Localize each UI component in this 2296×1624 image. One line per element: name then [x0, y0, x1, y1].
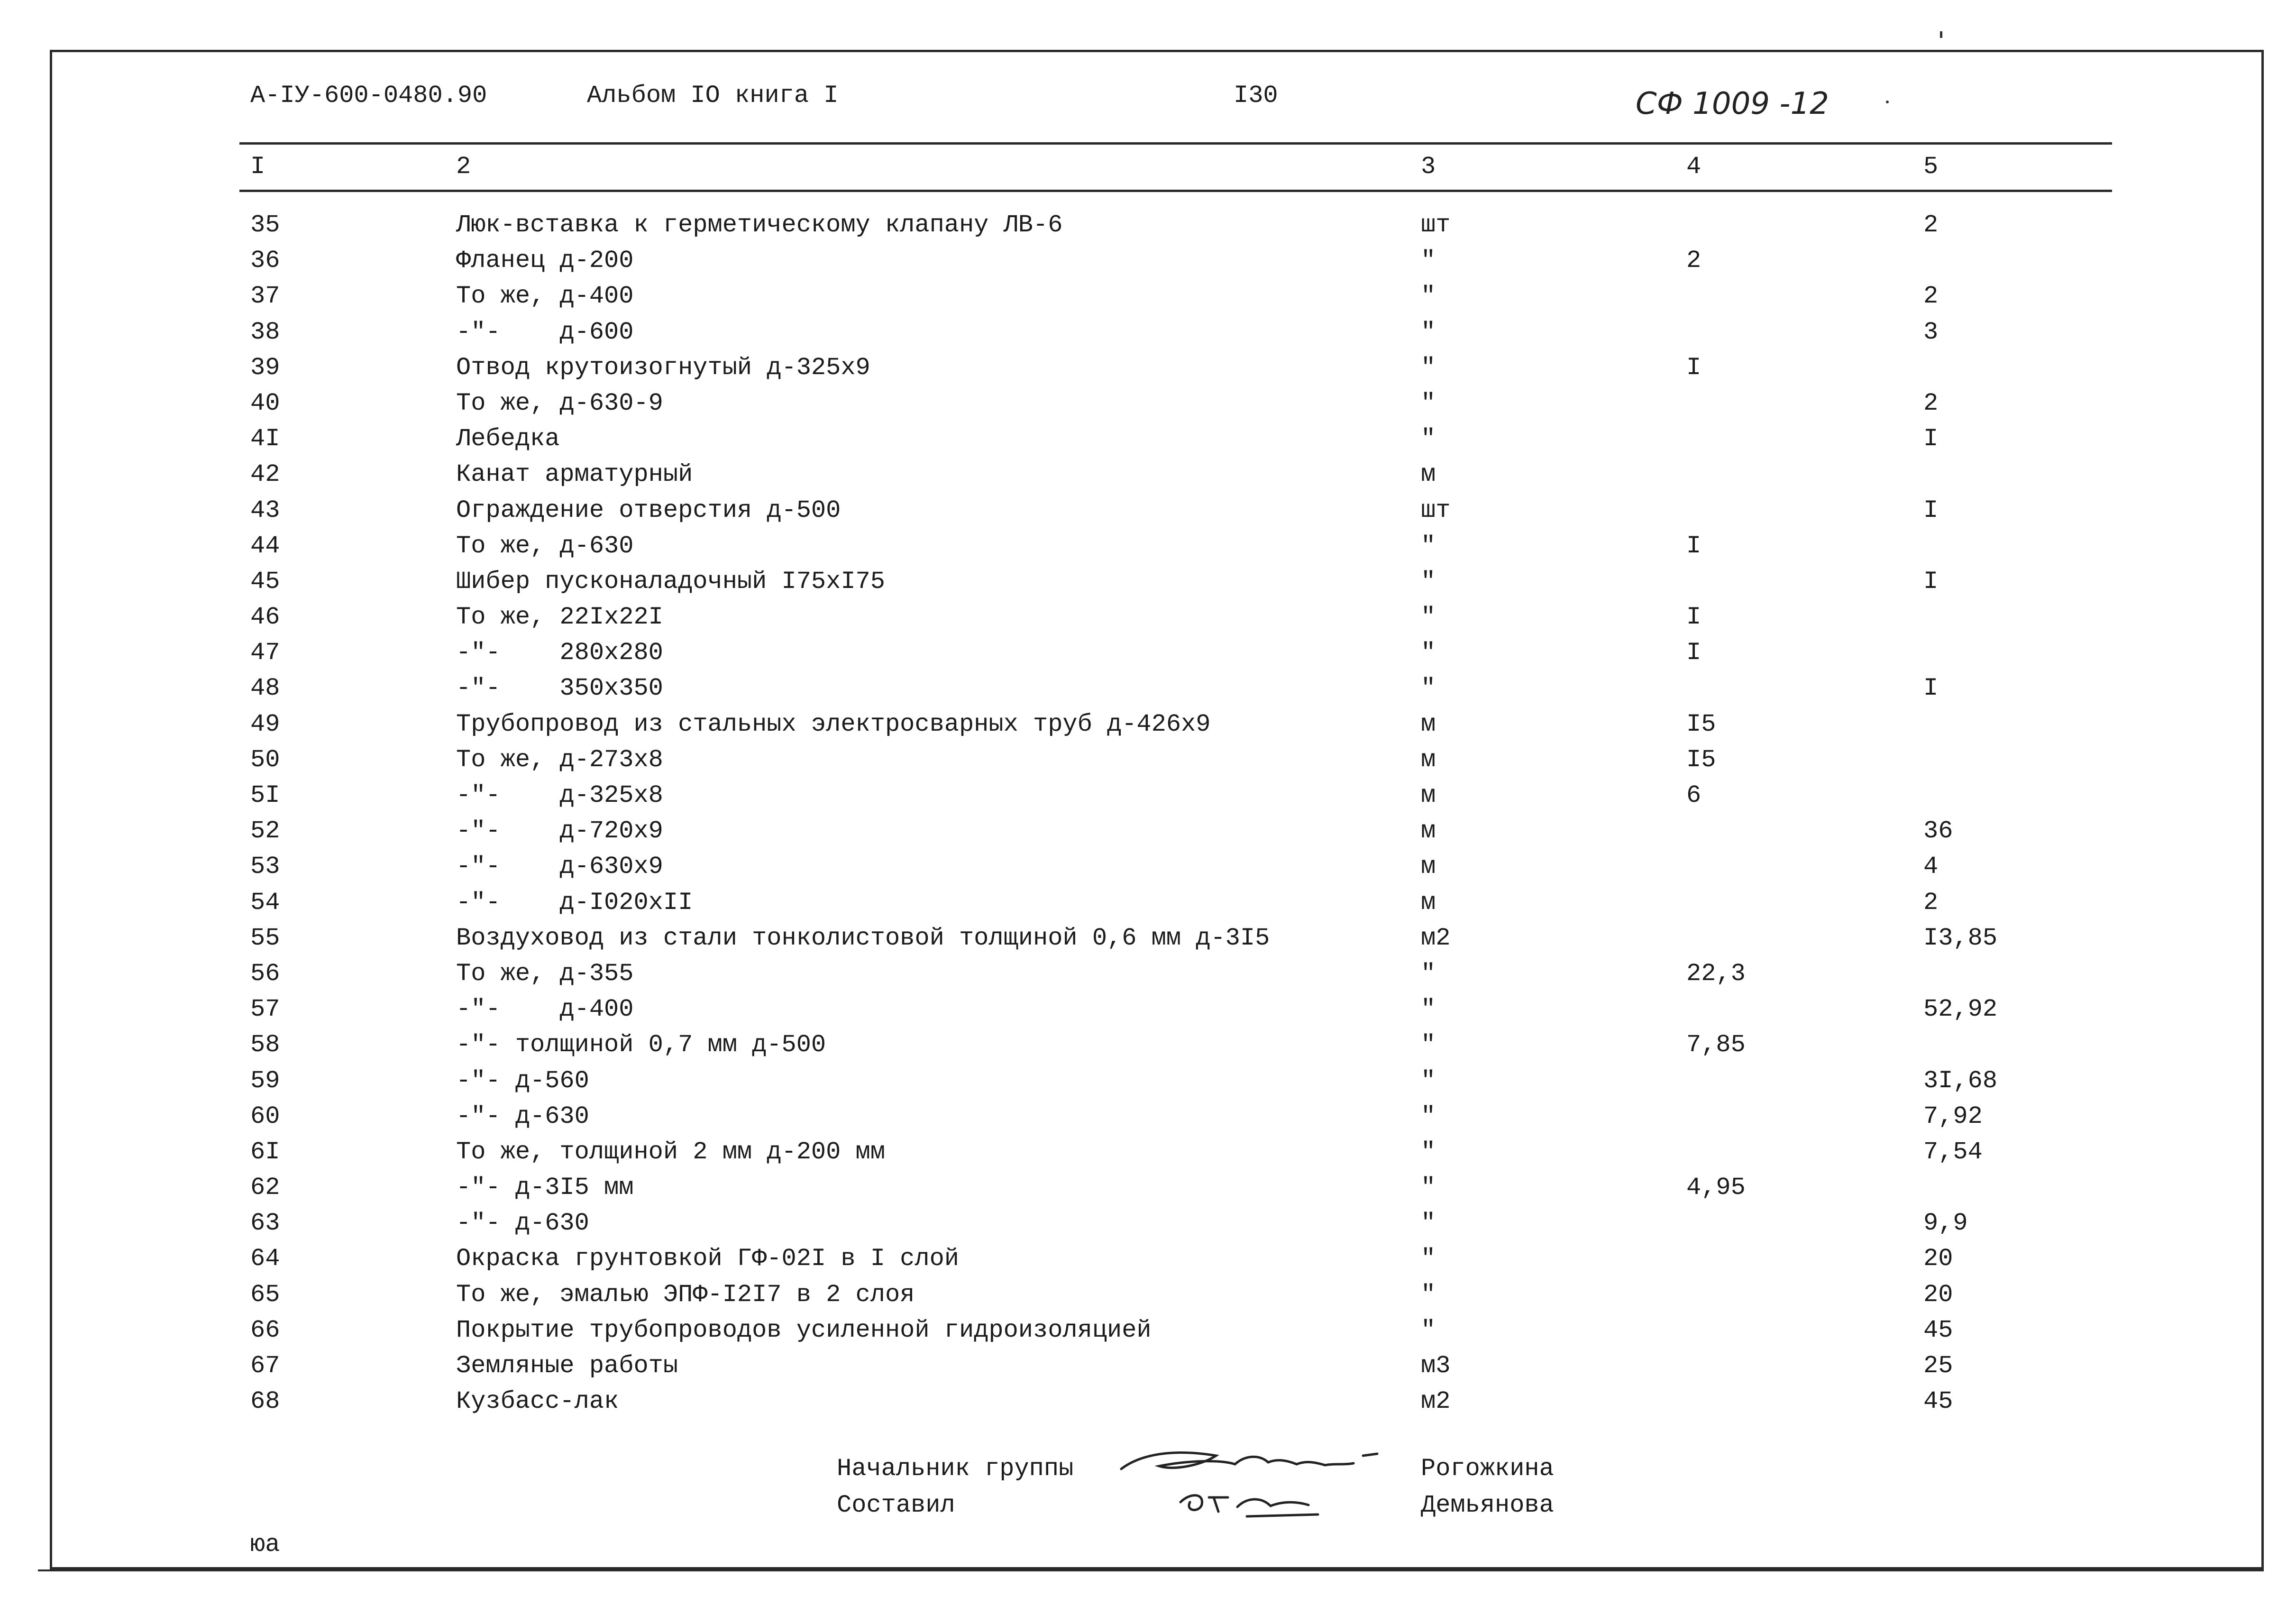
name-group-head: Рогожкина	[1421, 1455, 1554, 1483]
row-col4-value: I	[1686, 353, 1701, 382]
table-row	[0, 1316, 2296, 1352]
row-col4-value: I5	[1686, 745, 1716, 774]
table-row	[0, 1352, 2296, 1387]
row-name: Фланец д-200	[456, 247, 634, 275]
table-row	[0, 1174, 2296, 1209]
row-name: То же, толщиной 2 мм д-200 мм	[456, 1138, 885, 1166]
row-col5-value: 2	[1923, 211, 1939, 239]
row-number: 38	[250, 318, 280, 346]
table-row	[0, 1209, 2296, 1245]
row-number: 62	[250, 1174, 280, 1202]
table-row	[0, 639, 2296, 674]
col-header-5: 5	[1923, 153, 1939, 181]
row-number: 56	[250, 959, 280, 988]
role-group-head: Начальник группы	[837, 1455, 1074, 1483]
row-name: Земляные работы	[456, 1352, 678, 1380]
row-name: Лебедка	[456, 425, 560, 453]
row-number: 35	[250, 211, 280, 239]
row-name: -"- 280х280	[456, 639, 663, 667]
row-unit: м	[1421, 710, 1436, 738]
table-row	[0, 1067, 2296, 1102]
row-unit: "	[1421, 1280, 1436, 1309]
row-unit: "	[1421, 567, 1436, 596]
table-row	[0, 853, 2296, 888]
row-name: Ограждение отверстия д-500	[456, 496, 841, 524]
row-col5-value: 25	[1923, 1352, 1953, 1380]
row-unit: м	[1421, 853, 1436, 881]
table-row	[0, 603, 2296, 639]
specification-table	[0, 211, 2296, 1423]
row-unit: м	[1421, 781, 1436, 809]
row-number: 59	[250, 1066, 280, 1095]
row-name: То же, д-630	[456, 532, 634, 560]
table-row	[0, 496, 2296, 532]
row-number: 54	[250, 888, 280, 917]
row-unit: "	[1421, 1031, 1436, 1059]
table-row	[0, 889, 2296, 924]
row-name: -"- д-400	[456, 995, 634, 1024]
row-col4-value: 22,3	[1686, 959, 1746, 988]
row-number: 52	[250, 817, 280, 845]
row-name: Канат арматурный	[456, 460, 693, 489]
row-unit: м3	[1421, 1352, 1451, 1380]
row-name: Отвод крутоизогнутый д-325х9	[456, 353, 870, 382]
row-col4-value: 6	[1686, 781, 1701, 809]
row-unit: "	[1421, 353, 1436, 382]
row-unit: м2	[1421, 924, 1451, 952]
table-row	[0, 568, 2296, 603]
table-row	[0, 425, 2296, 460]
row-unit: м	[1421, 817, 1436, 845]
table-row	[0, 674, 2296, 710]
footer-mark: юа	[250, 1531, 280, 1559]
row-number: 44	[250, 532, 280, 560]
row-number: 43	[250, 496, 280, 524]
row-number: 49	[250, 710, 280, 738]
table-row	[0, 1102, 2296, 1138]
row-col5-value: 20	[1923, 1245, 1953, 1273]
table-row	[0, 817, 2296, 853]
album-label: Альбом IO книга I	[587, 82, 839, 110]
row-unit: шт	[1421, 211, 1451, 239]
table-row	[0, 318, 2296, 354]
row-number: 46	[250, 603, 280, 632]
row-name: То же, д-273х8	[456, 745, 663, 774]
row-col5-value: 2	[1923, 282, 1939, 311]
table-row	[0, 1031, 2296, 1066]
row-unit: "	[1421, 425, 1436, 453]
row-number: 6I	[250, 1138, 280, 1166]
row-col5-value: 45	[1923, 1316, 1953, 1344]
row-col5-value: 20	[1923, 1280, 1953, 1309]
page-number: I30	[1234, 82, 1278, 110]
doc-code: А-IУ-600-0480.90	[250, 82, 487, 110]
row-unit: "	[1421, 532, 1436, 560]
row-name: -"- д-630х9	[456, 853, 663, 881]
row-unit: "	[1421, 1174, 1436, 1202]
row-name: Покрытие трубопроводов усиленной гидроизоляцией	[456, 1316, 1152, 1344]
row-number: 50	[250, 745, 280, 774]
row-name: -"- д-630	[456, 1102, 589, 1130]
row-unit: "	[1421, 603, 1436, 632]
row-number: 48	[250, 674, 280, 703]
row-unit: "	[1421, 282, 1436, 311]
row-number: 68	[250, 1387, 280, 1416]
row-number: 55	[250, 924, 280, 952]
row-name: -"- д-720х9	[456, 817, 663, 845]
row-name: -"- д-560	[456, 1066, 589, 1095]
row-col5-value: 4	[1923, 853, 1939, 881]
row-name: Шибер пусконаладочный I75хI75	[456, 567, 885, 596]
row-col5-value: 7,92	[1923, 1102, 1983, 1130]
row-number: 37	[250, 282, 280, 311]
col-header-3: 3	[1421, 153, 1436, 181]
row-name: То же, 22Iх22I	[456, 603, 663, 632]
row-col5-value: I	[1923, 425, 1939, 453]
row-number: 53	[250, 853, 280, 881]
table-row	[0, 960, 2296, 995]
row-unit: "	[1421, 674, 1436, 703]
table-row	[0, 247, 2296, 282]
row-col4-value: 2	[1686, 247, 1701, 275]
signature-group-head	[1116, 1441, 1382, 1489]
row-name: Люк-вставка к герметическому клапану ЛВ-6	[456, 211, 1063, 239]
row-number: 57	[250, 995, 280, 1024]
row-number: 40	[250, 389, 280, 417]
row-number: 66	[250, 1316, 280, 1344]
row-col5-value: 2	[1923, 389, 1939, 417]
row-name: Окраска грунтовкой ГФ-02I в I слой	[456, 1245, 959, 1273]
row-number: 47	[250, 639, 280, 667]
table-row	[0, 1245, 2296, 1280]
table-row	[0, 995, 2296, 1031]
row-name: То же, д-355	[456, 959, 634, 988]
table-row	[0, 746, 2296, 781]
row-unit: "	[1421, 1066, 1436, 1095]
row-name: Трубопровод из стальных электросварных труб д-426х9	[456, 710, 1211, 738]
table-row	[0, 710, 2296, 746]
row-name: -"- толщиной 0,7 мм д-500	[456, 1031, 826, 1059]
col-header-1: I	[250, 153, 265, 181]
row-name: То же, д-630-9	[456, 389, 663, 417]
row-name: -"- д-630	[456, 1209, 589, 1238]
row-col4-value: I	[1686, 532, 1701, 560]
name-compiler: Демьянова	[1421, 1491, 1554, 1519]
header-bottom-rule	[239, 190, 2112, 192]
ink-dot	[1886, 101, 1889, 103]
row-unit: шт	[1421, 496, 1451, 524]
row-number: 45	[250, 567, 280, 596]
row-col4-value: I5	[1686, 710, 1716, 738]
col-header-4: 4	[1686, 153, 1701, 181]
row-number: 58	[250, 1031, 280, 1059]
row-col5-value: 52,92	[1923, 995, 1998, 1024]
row-number: 63	[250, 1209, 280, 1238]
row-name: То же, д-400	[456, 282, 634, 311]
row-unit: "	[1421, 1209, 1436, 1238]
row-unit: "	[1421, 639, 1436, 667]
row-unit: "	[1421, 318, 1436, 346]
row-number: 64	[250, 1245, 280, 1273]
row-unit: "	[1421, 1316, 1436, 1344]
row-col4-value: 7,85	[1686, 1031, 1746, 1059]
row-number: 67	[250, 1352, 280, 1380]
row-unit: "	[1421, 1102, 1436, 1130]
row-number: 42	[250, 460, 280, 489]
row-number: 60	[250, 1102, 280, 1130]
row-unit: м2	[1421, 1387, 1451, 1416]
col-header-2: 2	[456, 153, 471, 181]
row-unit: "	[1421, 389, 1436, 417]
row-col4-value: 4,95	[1686, 1174, 1746, 1202]
table-row	[0, 282, 2296, 318]
row-unit: "	[1421, 959, 1436, 988]
row-col5-value: 36	[1923, 817, 1953, 845]
row-col5-value: 45	[1923, 1387, 1953, 1416]
handwritten-code: СФ 1009 -12	[1636, 86, 1829, 121]
row-name: -"- 350х350	[456, 674, 663, 703]
table-row	[0, 1138, 2296, 1174]
row-col5-value: I3,85	[1923, 924, 1998, 952]
table-row	[0, 532, 2296, 568]
row-number: 36	[250, 247, 280, 275]
row-name: -"- д-325х8	[456, 781, 663, 809]
row-unit: "	[1421, 995, 1436, 1024]
row-unit: м	[1421, 888, 1436, 917]
header-top-rule	[239, 142, 2112, 145]
corner-tick-mark	[1940, 31, 1942, 38]
table-row	[0, 781, 2296, 817]
row-col5-value: I	[1923, 674, 1939, 703]
row-unit: "	[1421, 247, 1436, 275]
row-col5-value: 3	[1923, 318, 1939, 346]
row-name: Воздуховод из стали тонколистовой толщиной 0,6 мм д-3I5	[456, 924, 1270, 952]
row-unit: м	[1421, 745, 1436, 774]
row-unit: м	[1421, 460, 1436, 489]
row-name: Кузбасс-лак	[456, 1387, 619, 1416]
table-row	[0, 389, 2296, 425]
row-number: 5I	[250, 781, 280, 809]
table-row	[0, 924, 2296, 960]
row-name: -"- д-I020хII	[456, 888, 693, 917]
row-number: 4I	[250, 425, 280, 453]
row-col5-value: 3I,68	[1923, 1066, 1998, 1095]
row-col4-value: I	[1686, 639, 1701, 667]
frame-bottom-extension	[38, 1569, 2264, 1571]
row-number: 39	[250, 353, 280, 382]
table-row	[0, 211, 2296, 247]
row-col5-value: 7,54	[1923, 1138, 1983, 1166]
table-row	[0, 354, 2296, 389]
table-row	[0, 1281, 2296, 1316]
row-unit: "	[1421, 1138, 1436, 1166]
row-number: 65	[250, 1280, 280, 1309]
row-col5-value: 9,9	[1923, 1209, 1968, 1238]
row-name: То же, эмалью ЭПФ-I2I7 в 2 слоя	[456, 1280, 915, 1309]
table-row	[0, 1387, 2296, 1423]
row-col4-value: I	[1686, 603, 1701, 632]
row-name: -"- д-3I5 мм	[456, 1174, 634, 1202]
row-col5-value: 2	[1923, 888, 1939, 917]
signature-compiler	[1176, 1483, 1337, 1521]
row-col5-value: I	[1923, 496, 1939, 524]
role-compiler: Составил	[837, 1491, 955, 1519]
table-row	[0, 460, 2296, 496]
row-unit: "	[1421, 1245, 1436, 1273]
row-name: -"- д-600	[456, 318, 634, 346]
row-col5-value: I	[1923, 567, 1939, 596]
